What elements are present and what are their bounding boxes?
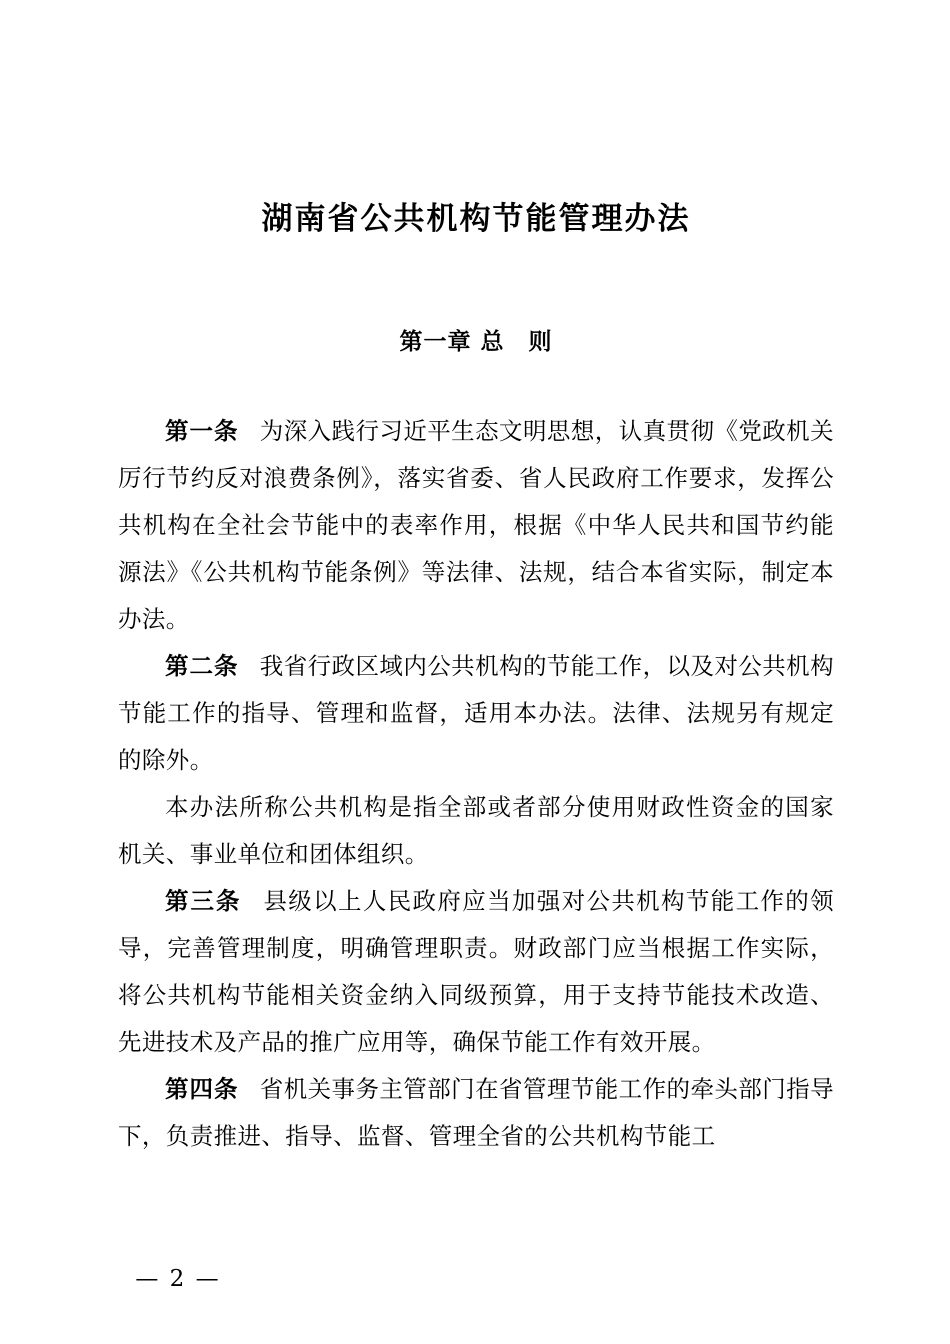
- page-content: [118, 0, 834, 1160]
- paragraph: [118, 878, 834, 1066]
- page-footer: [0, 1266, 950, 1292]
- article-label: 第三条: [165, 887, 242, 916]
- page-title: 湖南省公共机构节能管理办法: [261, 201, 691, 237]
- paragraph: [118, 784, 834, 878]
- paragraph-text: 省机关事务主管部门在省管理节能工作的牵头部门指导下，负责推进、指导、监督、管理全省的公共机构节能工: [118, 1075, 835, 1151]
- paragraph-text: 县级以上人民政府应当加强对公共机构节能工作的领导，完善管理制度，明确管理职责。财政部门应当根据工作实际，将公共机构节能相关资金纳入同级预算，用于支持节能技术改造、先进技术及产品的推广应用等，确保节能工作有效开展。: [118, 887, 835, 1057]
- page-number: — 2 —: [135, 1266, 221, 1292]
- article-label: 第一条: [165, 417, 239, 446]
- article-label: 第二条: [165, 652, 239, 681]
- paragraph-text: 本办法所称公共机构是指全部或者部分使用财政性资金的国家机关、事业单位和团体组织。: [118, 793, 834, 869]
- paragraph: [118, 408, 834, 643]
- article-label: 第四条: [165, 1075, 239, 1104]
- paragraph: [118, 1066, 834, 1160]
- paragraph-text: 我省行政区域内公共机构的节能工作，以及对公共机构节能工作的指导、管理和监督，适用本办法。法律、法规另有规定的除外。: [118, 652, 835, 775]
- paragraph-text: 为深入践行习近平生态文明思想，认真贯彻《党政机关厉行节约反对浪费条例》，落实省委、省人民政府工作要求，发挥公共机构在全社会节能中的表率作用，根据《中华人民共和国节约能源法》《公共机构节能条例》等法律、法规，结合本省实际，制定本办法。: [118, 417, 835, 634]
- chapter-heading: 第一章 总 则: [399, 328, 553, 356]
- body-text: [118, 408, 834, 1160]
- paragraph: [118, 643, 834, 784]
